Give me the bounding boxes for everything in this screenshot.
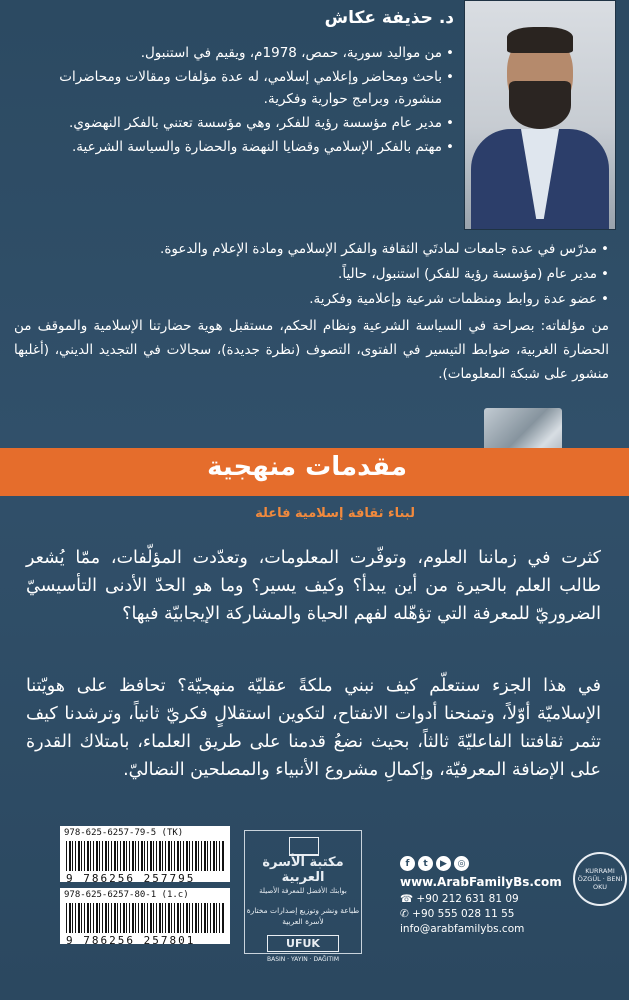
bio-item: • مدير عام مؤسسة رؤية للفكر، وهي مؤسسة تعتني بالفكر النهضوي. (29, 112, 454, 134)
contact-info (400, 856, 560, 938)
facebook-icon: f (400, 856, 415, 871)
book-title: مقدمات منهجية (207, 452, 407, 482)
bio-item: • عضو عدة روابط ومنظمات شرعية وإعلامية وفكرية. (14, 288, 609, 310)
publisher-box (244, 830, 362, 963)
imprint-tagline: BASIN · YAYIN · DAĞITIM (266, 956, 340, 963)
barcode-digits: 9 786256 257801 (66, 934, 196, 947)
book-subtitle: لبناء ثقافة إسلامية فاعلة (255, 506, 415, 521)
publisher-tagline: بوابتك الأفضل للمعرفة الأصيلة (259, 887, 347, 895)
blurb-paragraph-2: في هذا الجزء سنتعلّم كيف نبني ملكةً عقليّة منهجيّة؟ تحافظ على هويّتنا الإسلاميّة أوّلاً، وتمنحنا أدوات الانفتاح، لتكوين استقلالٍ فكريّ ثانياً، وترشدنا كيف تثمر ثقافتنا الفاعليّةَ ثالثاً، بحيث نضعُ قدمنا على طريق العلماء، بامتلاك القدرة على الإضافة المعرفيّة، وإكمالِ مشروع الأنبياء والمصلحين النضاليّ. (26, 676, 601, 780)
reading-seal: KURRAMI ÖZGÜL · BENİ OKU (573, 852, 627, 906)
bio-item: • مدير عام (مؤسسة رؤية للفكر) استنبول، حالياً. (14, 263, 609, 285)
author-works: من مؤلفاته: بصراحة في السياسة الشرعية ونظام الحكم، مستقبل هوية حضارتنا الإسلامية والموقف من الحضارة الغربية، ضوابط التيسير في الفتوى، التصوف (نظرة جديدة)، سجالات في التجديد الديني، (أغلبها منشور على شبكة المعلومات). (14, 318, 609, 382)
social-icons (400, 856, 560, 871)
barcode-bars (66, 903, 224, 933)
barcode-bars (66, 841, 224, 871)
barcode-volume (60, 888, 230, 947)
phone-icon: ☎ (400, 893, 417, 905)
isbn-number: 978-625-6257-79-5 (TK) (64, 828, 184, 838)
isbn-number: 978-625-6257-80-1 (1.c) (64, 890, 189, 900)
instagram-icon: ◎ (454, 856, 469, 871)
website-link[interactable]: www.ArabFamilyBs.com (400, 875, 562, 889)
bio-item: • مهتم بالفكر الإسلامي وقضايا النهضة والحضارة والسياسة الشرعية. (29, 136, 454, 158)
author-bio (29, 8, 454, 160)
author-photo (464, 0, 616, 230)
bio-item: • مدرّس في عدة جامعات لمادتَي الثقافة والفكر الإسلامي ومادة الإعلام والدعوة. (14, 238, 609, 260)
barcode-tk (60, 826, 230, 885)
library-building-icon (289, 837, 319, 856)
barcode-digits: 9 786256 257795 (66, 872, 196, 885)
blurb-paragraph-1: كثرت في زماننا العلوم، وتوفّرت المعلومات، وتعدّدت المؤلّفات، ممّا يُشعر طالب العلم بالحيرة من أين يبدأ؟ وكيف يسير؟ وما هو الحدّ الأدنى التأسيسيّ الضروريّ للمعرفة التي تؤهّله لفهم الحياة والمشاركة الإيجابيّة فيها؟ (26, 548, 601, 624)
phone-line (400, 893, 560, 905)
twitter-icon: t (418, 856, 433, 871)
publisher-logo: مكتبة الأسرة العربية (262, 855, 344, 885)
bio-item: • باحث ومحاضر وإعلامي إسلامي، له عدة مؤلفات ومقالات ومحاضرات منشورة، وبرامج حوارية وفكرية. (29, 66, 454, 110)
email-address[interactable]: info@arabfamilybs.com (400, 923, 525, 935)
bio-list-wide (14, 238, 609, 310)
publisher-distribution: طباعة ونشر وتوزيع إصدارات مختارة لأسرة العربية (246, 906, 360, 926)
whatsapp-line (400, 908, 560, 920)
imprint-logo: UFUK (267, 935, 339, 952)
whatsapp-icon: ✆ (400, 908, 413, 920)
whatsapp-number: +90 555 028 11 55 (412, 908, 515, 920)
author-bio-continued (14, 238, 609, 386)
title-band (0, 448, 629, 496)
bio-list (29, 42, 454, 158)
author-beard (509, 81, 571, 129)
bio-item: • من مواليد سورية، حمص، 1978م، ويقيم في استنبول. (29, 42, 454, 64)
phone-number: +90 212 631 81 09 (416, 893, 519, 905)
author-hair (507, 27, 573, 53)
youtube-icon: ▶ (436, 856, 451, 871)
author-name: د. حذيفة عكاش (324, 8, 454, 28)
